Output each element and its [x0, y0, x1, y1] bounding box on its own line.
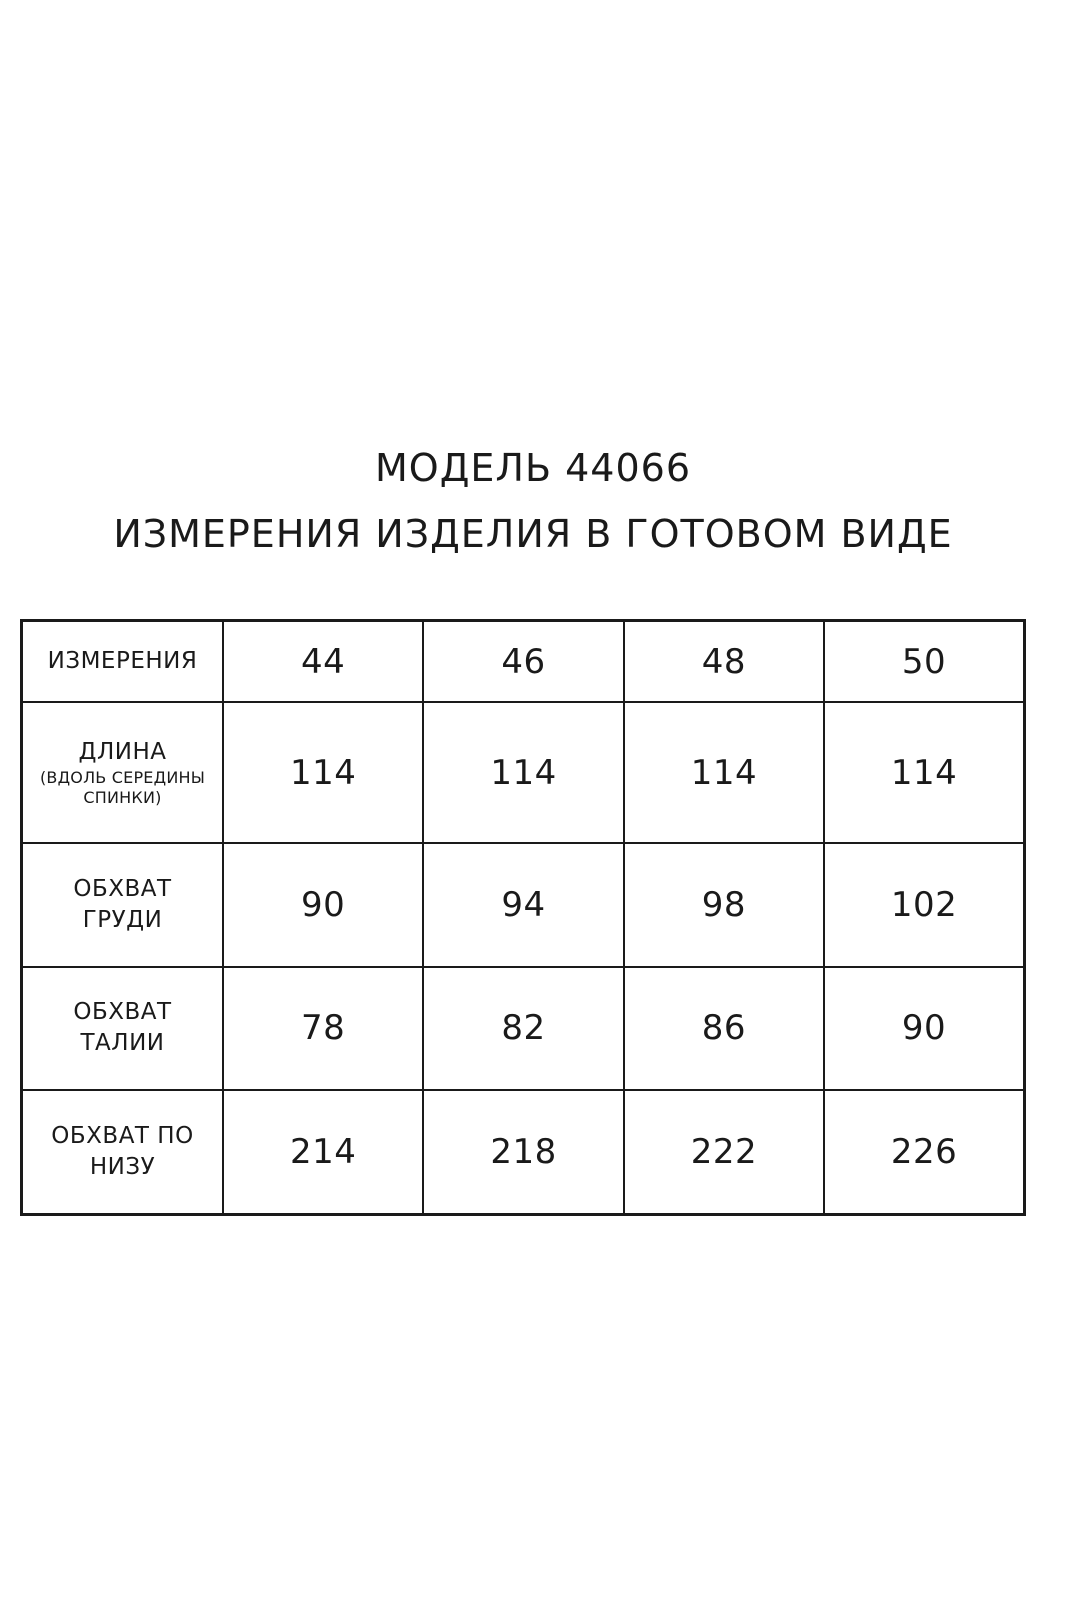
size-header-46: 46 — [423, 621, 623, 703]
header-label: ИЗМЕРЕНИЯ — [22, 621, 224, 703]
row-label-line: ДЛИНА — [78, 739, 167, 766]
table-row-chest — [22, 843, 1025, 966]
table-row-waist — [22, 967, 1025, 1090]
table-cell: 114 — [223, 702, 423, 843]
row-label-line: НИЗУ — [89, 1154, 156, 1181]
row-label-line: ГРУДИ — [82, 906, 163, 933]
size-chart-table — [20, 619, 1026, 1216]
table-cell: 218 — [423, 1090, 623, 1214]
table-row-length — [22, 702, 1025, 843]
row-label-line: ОБХВАТ ПО — [51, 1123, 194, 1150]
table-cell: 222 — [624, 1090, 824, 1214]
table-cell: 98 — [624, 843, 824, 966]
size-header-50: 50 — [824, 621, 1024, 703]
model-title: МОДЕЛЬ 44066 — [375, 446, 691, 490]
row-label-length — [22, 702, 224, 843]
table-row-hem — [22, 1090, 1025, 1214]
table-cell: 94 — [423, 843, 623, 966]
size-header-48: 48 — [624, 621, 824, 703]
row-label-chest — [22, 843, 224, 966]
table-cell: 86 — [624, 967, 824, 1090]
row-label-waist — [22, 967, 224, 1090]
table-cell: 114 — [824, 702, 1024, 843]
table-cell: 90 — [223, 843, 423, 966]
measurements-subtitle: ИЗМЕРЕНИЯ ИЗДЕЛИЯ В ГОТОВОМ ВИДЕ — [113, 512, 953, 556]
row-sublabel-line: СПИНКИ) — [83, 788, 162, 808]
table-cell: 82 — [423, 967, 623, 1090]
table-cell: 78 — [223, 967, 423, 1090]
table-cell: 214 — [223, 1090, 423, 1214]
table-cell: 114 — [624, 702, 824, 843]
row-label-hem — [22, 1090, 224, 1214]
size-header-44: 44 — [223, 621, 423, 703]
table-cell: 114 — [423, 702, 623, 843]
table-cell: 90 — [824, 967, 1024, 1090]
row-label-line: ОБХВАТ — [73, 999, 172, 1026]
row-sublabel-line: (ВДОЛЬ СЕРЕДИНЫ — [39, 768, 206, 788]
table-cell: 226 — [824, 1090, 1024, 1214]
row-label-line: ОБХВАТ — [73, 875, 172, 902]
row-label-line: ТАЛИИ — [80, 1030, 165, 1057]
header-row — [22, 621, 1025, 703]
title-block — [0, 440, 1066, 562]
table-cell: 102 — [824, 843, 1024, 966]
